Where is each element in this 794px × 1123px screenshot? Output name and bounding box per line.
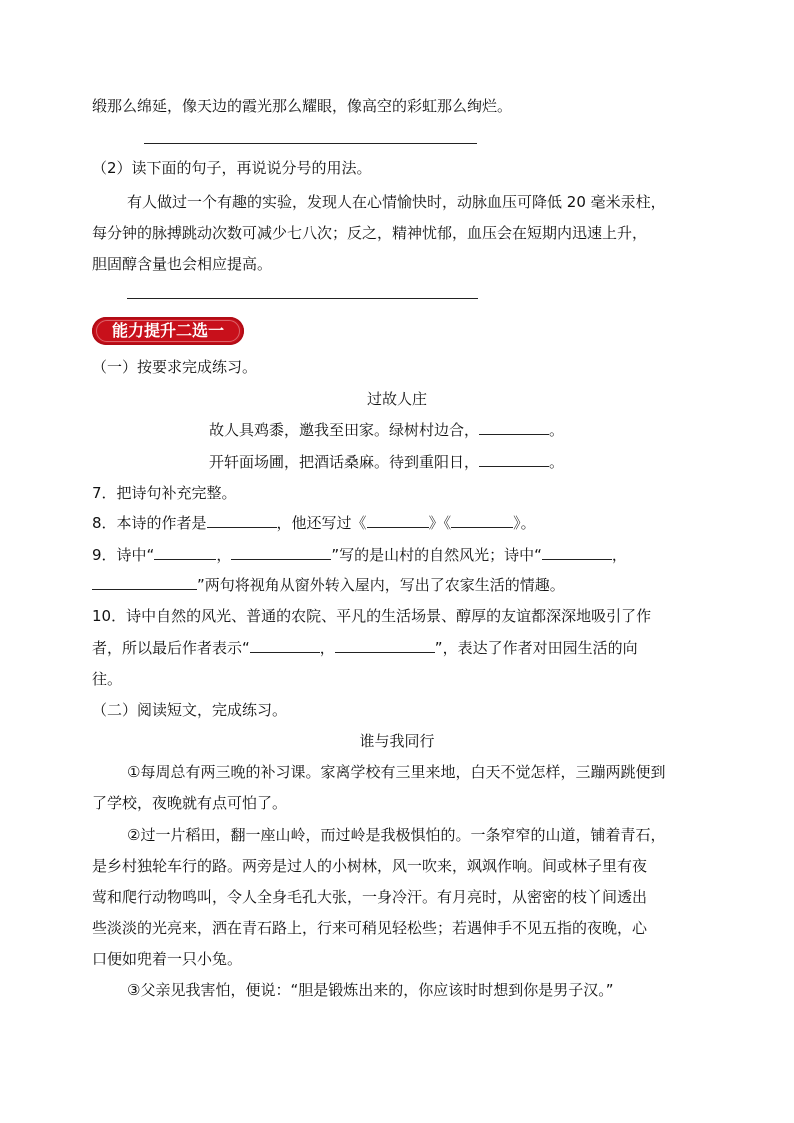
fill-blank[interactable]: [335, 638, 435, 653]
section-badge-label: 能力提升二选一: [111, 321, 224, 340]
passage-line: 莺和爬行动物鸣叫，令人全身毛孔大张，一身冷汗。有月亮时，从密密的枝丫间透出: [92, 888, 648, 906]
question-10-cont: [92, 638, 638, 658]
passage-line: 些淡淡的光亮来，洒在青石路上，行来可稍见轻松些；若遇伸手不见五指的夜晚，心: [92, 919, 648, 937]
question-text: ，: [216, 546, 232, 564]
question-text: 8．本诗的作者是: [92, 514, 207, 532]
passage-line: 是乡村独轮车行的路。两旁是过人的小树林，风一吹来，飒飒作响。间或林子里有夜: [92, 857, 648, 875]
passage-line: 胆固醇含量也会相应提高。: [92, 255, 273, 273]
part-heading: （一）按要求完成练习。: [92, 358, 258, 376]
question-text: ”两句将视角从窗外转入屋内，写出了农家生活的情趣。: [197, 576, 565, 594]
text-line: 缎那么绵延，像天边的霞光那么耀眼，像高空的彩虹那么绚烂。: [92, 97, 513, 115]
question-text: ，: [611, 546, 627, 564]
fill-blank[interactable]: [479, 452, 549, 467]
passage-line: 每分钟的脉搏跳动次数可减少七八次；反之，精神忧郁，血压会在短期内迅速上升，: [92, 224, 648, 242]
question-10-cont: 往。: [92, 670, 123, 688]
passage-line: ③父亲见我害怕，便说：“胆是锻炼出来的，你应该时时想到你是男子汉。”: [127, 981, 614, 999]
passage-title: 谁与我同行: [359, 732, 435, 750]
fill-blank[interactable]: [451, 513, 513, 528]
fill-blank[interactable]: [154, 545, 216, 560]
question-text: 者，所以最后作者表示“: [92, 639, 250, 657]
passage-line: 口便如兜着一只小兔。: [92, 950, 243, 968]
question-10: 10．诗中自然的风光、普通的农院、平凡的生活场景、醇厚的友谊都深深地吸引了作: [92, 607, 652, 625]
fill-blank[interactable]: [92, 575, 197, 590]
fill-blank[interactable]: [479, 420, 549, 435]
poem-text: 故人具鸡黍，邀我至田家。绿树村边合，: [209, 421, 480, 439]
passage-line: ①每周总有两三晚的补习课。家离学校有三里来地，白天不觉怎样，三蹦两跳便到: [127, 763, 666, 781]
fill-blank[interactable]: [250, 638, 320, 653]
poem-title: 过故人庄: [366, 390, 427, 408]
answer-line[interactable]: [127, 298, 478, 299]
question-text: ”写的是山村的自然风光；诗中“: [331, 546, 542, 564]
question-text: ，: [319, 639, 335, 657]
question-text: ，他还写过《: [276, 514, 367, 532]
answer-line[interactable]: [144, 143, 477, 144]
poem-text: 开轩面场圃，把酒话桑麻。待到重阳日，: [209, 453, 480, 471]
question-8: [92, 513, 536, 533]
passage-line: 有人做过一个有趣的实验，发现人在心情愉快时，动脉血压可降低 20 毫米汞柱，: [127, 193, 666, 211]
section-badge: [92, 317, 244, 345]
passage-line: 了学校，夜晚就有点可怕了。: [92, 794, 288, 812]
question-7: 7．把诗句补充完整。: [92, 484, 237, 502]
punctuation: 。: [549, 453, 565, 471]
poem-line: [209, 452, 564, 472]
question-text: 9．诗中“: [92, 546, 155, 564]
punctuation: 。: [549, 421, 565, 439]
fill-blank[interactable]: [207, 513, 277, 528]
part-heading: （二）阅读短文，完成练习。: [92, 701, 288, 719]
question-prompt: （2）读下面的句子，再说说分号的用法。: [92, 159, 372, 177]
fill-blank[interactable]: [542, 545, 612, 560]
poem-line: [209, 420, 564, 440]
question-text: 》《: [428, 514, 452, 532]
question-9: [92, 545, 627, 565]
question-text: ”，表达了作者对田园生活的向: [434, 639, 638, 657]
fill-blank[interactable]: [367, 513, 429, 528]
passage-line: ②过一片稻田，翻一座山岭，而过岭是我极惧怕的。一条窄窄的山道，铺着青石，: [127, 826, 666, 844]
fill-blank[interactable]: [231, 545, 331, 560]
question-9-cont: [92, 575, 565, 595]
question-text: 》。: [513, 514, 536, 532]
